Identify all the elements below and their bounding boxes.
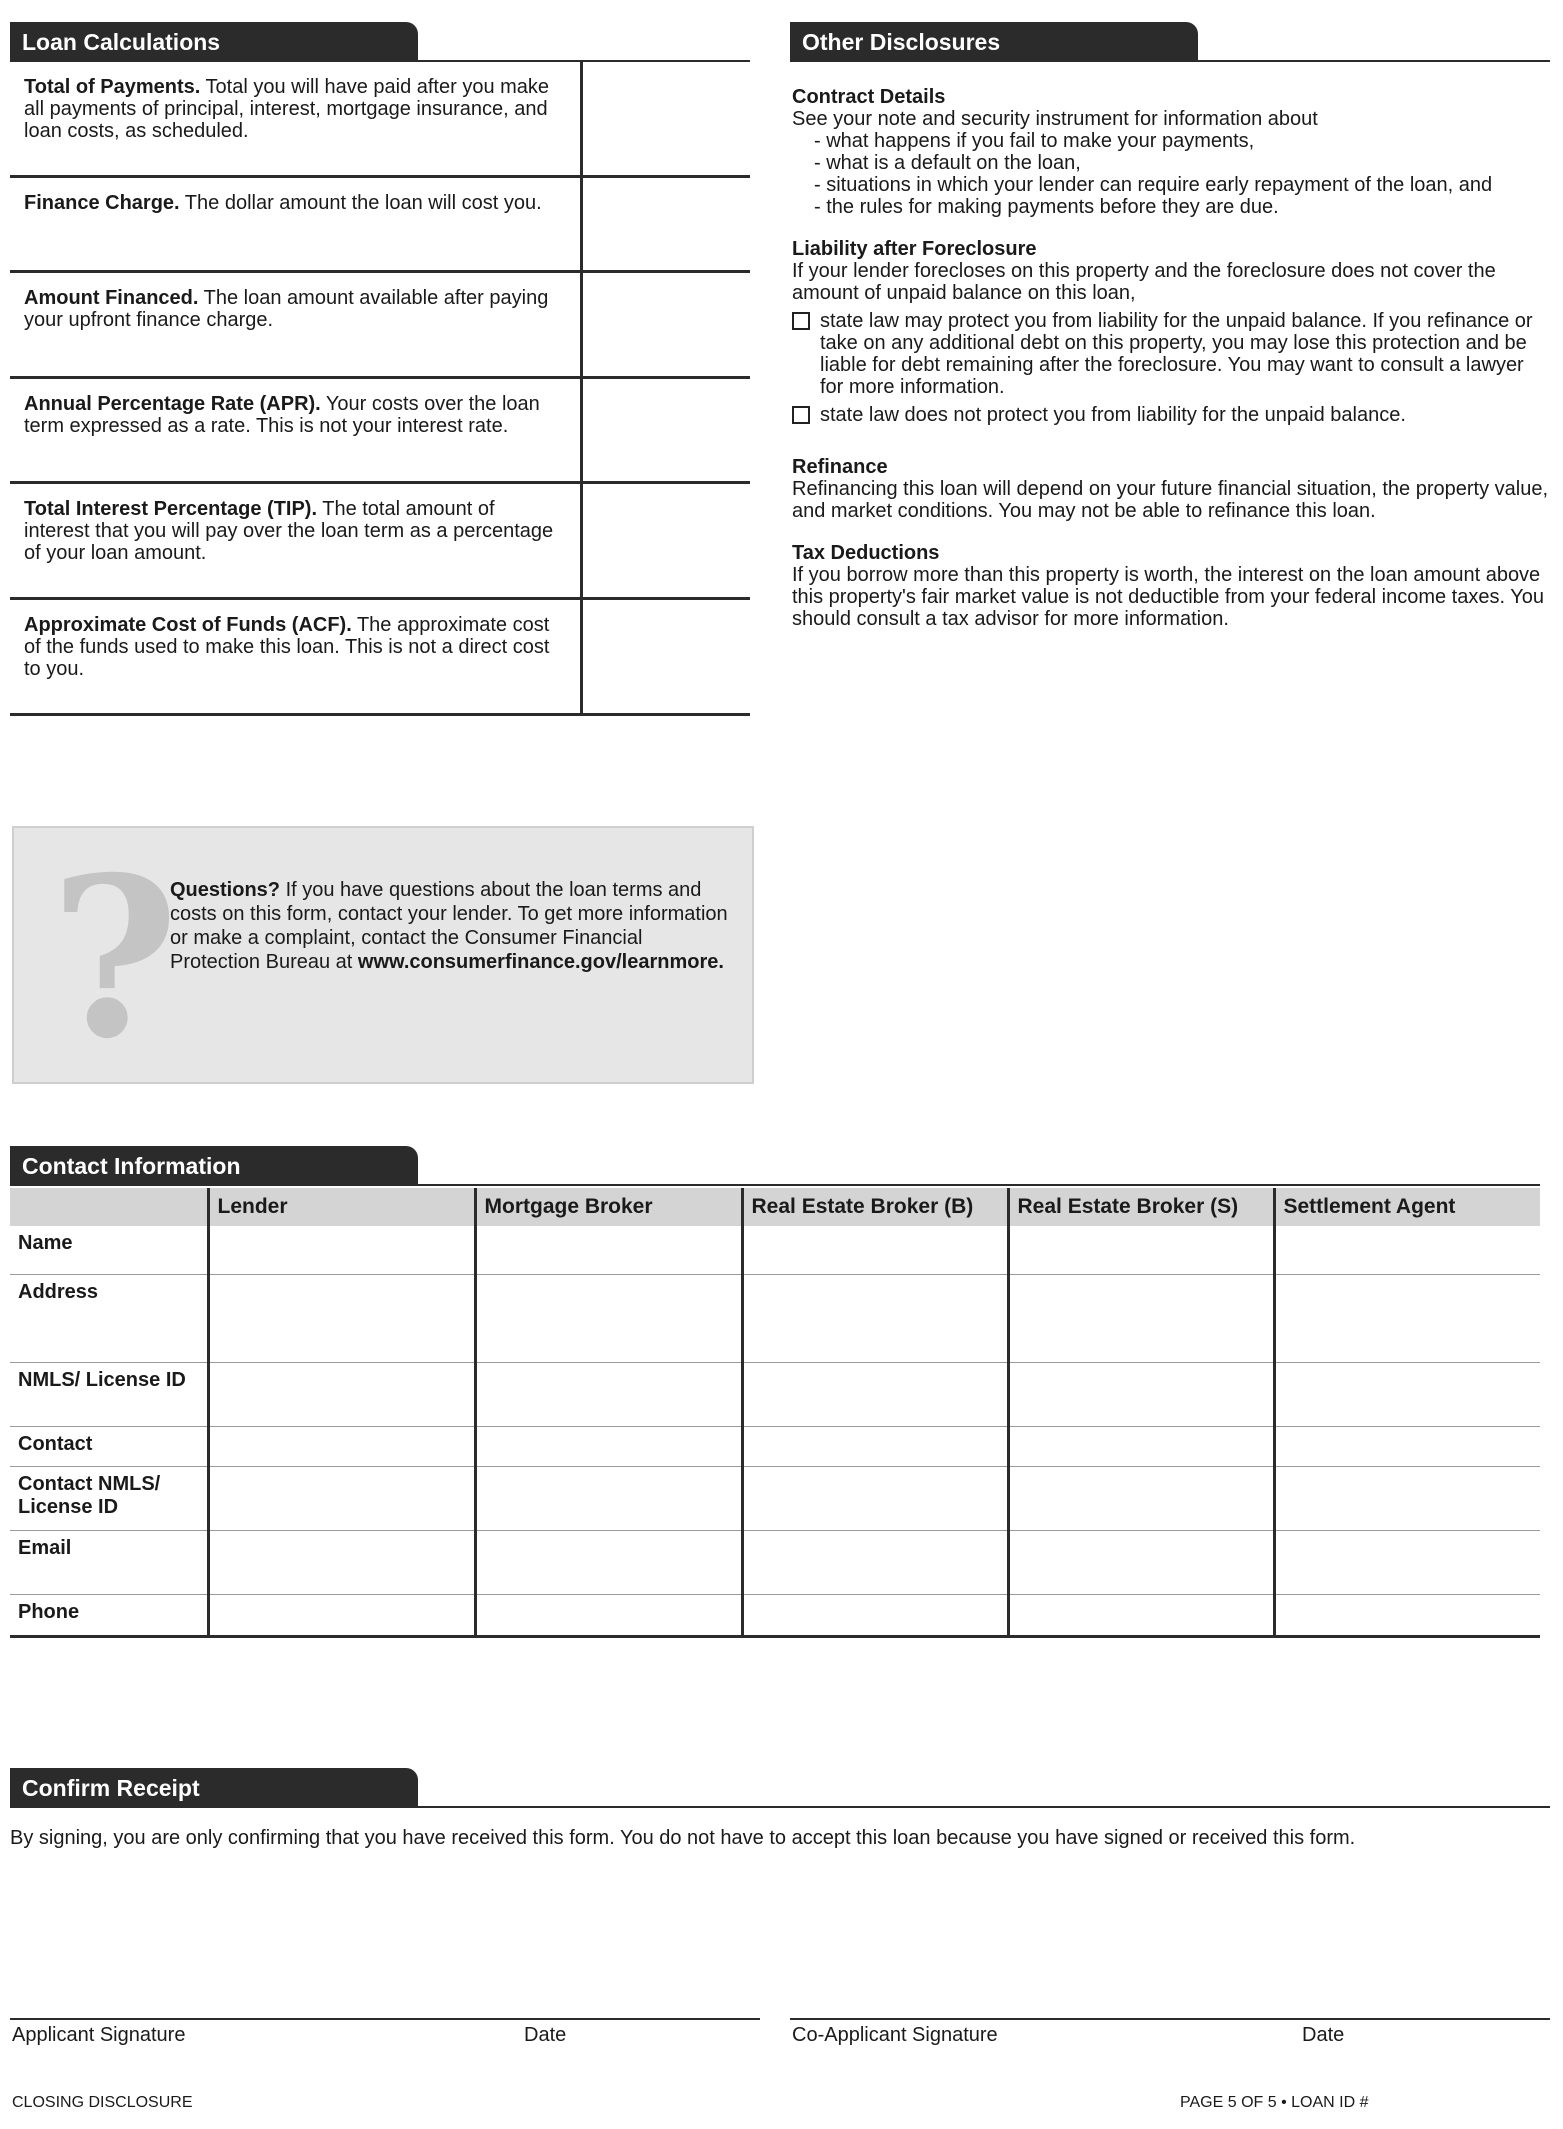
table-cell[interactable] — [475, 1466, 742, 1530]
divider — [10, 1184, 1540, 1186]
lc-row-finance-charge — [10, 178, 750, 273]
refinance-title: Refinance — [792, 456, 888, 478]
tax-deductions-title: Tax Deductions — [792, 542, 940, 564]
co-applicant-date-label: Date — [1302, 2024, 1345, 2046]
contract-details-list — [792, 130, 1552, 218]
liability-option-protect-text: state law may protect you from liability for the unpaid balance. If you refinance or take on any additional debt on this property, you may lose this protection and be liable for debt remaining after the foreclosure. You may want to consult a lawyer for more information. — [820, 310, 1533, 398]
lc-description: The dollar amount the loan will cost you. — [179, 192, 542, 214]
questions-lead: Questions? — [170, 879, 281, 901]
table-cell[interactable] — [742, 1530, 1008, 1594]
lc-label: Amount Financed. — [24, 287, 199, 309]
co-applicant-signature-label: Co-Applicant Signature — [792, 2024, 998, 2046]
table-cell[interactable] — [1274, 1274, 1540, 1362]
lc-description: The approximate cost of the funds used to make this loan. This is not a direct cost to you. — [24, 614, 550, 680]
lc-description: The loan amount available after paying your upfront finance charge. — [24, 287, 549, 331]
loan-calculations-table — [10, 62, 750, 716]
table-cell[interactable] — [1008, 1362, 1274, 1426]
column-header-lender: Lender — [208, 1188, 475, 1226]
questions-body: If you have questions about the loan terms and costs on this form, contact your lender. To get more information or make a complaint, contact the Consumer Financial Protection Bureau at — [170, 879, 728, 973]
lc-description: Total you will have paid after you make all payments of principal, interest, mortgage insurance, and loan costs, as scheduled. — [24, 76, 550, 142]
table-cell[interactable] — [1008, 1226, 1274, 1274]
table-cell[interactable] — [475, 1426, 742, 1466]
table-cell[interactable] — [1274, 1530, 1540, 1594]
column-header-re-broker-b: Real Estate Broker (B) — [742, 1188, 1008, 1226]
tax-deductions-text: If you borrow more than this property is worth, the interest on the loan amount above this property's fair market value is not deductible from your federal income taxes. You should consult a tax advisor for more information. — [792, 564, 1544, 630]
table-cell[interactable] — [475, 1594, 742, 1636]
applicant-date-label: Date — [524, 2024, 567, 2046]
table-row — [10, 1466, 1540, 1530]
list-item: - situations in which your lender can require early repayment of the loan, and — [814, 174, 1552, 196]
table-row — [10, 1426, 1540, 1466]
table-row — [10, 1530, 1540, 1594]
table-cell[interactable] — [742, 1426, 1008, 1466]
liability-title: Liability after Foreclosure — [792, 238, 1037, 260]
row-label-name: Name — [10, 1226, 208, 1274]
divider — [10, 1806, 1550, 1808]
lc-description: The total amount of interest that you will pay over the loan term as a percentage of your loan amount. — [24, 498, 554, 564]
table-cell[interactable] — [1008, 1530, 1274, 1594]
lc-value-cell[interactable] — [580, 178, 750, 270]
refinance-text: Refinancing this loan will depend on your future financial situation, the property value, and market conditions. You may not be able to refinance this loan. — [792, 478, 1549, 522]
table-cell[interactable] — [742, 1466, 1008, 1530]
table-cell[interactable] — [1008, 1274, 1274, 1362]
lc-label: Finance Charge. — [24, 192, 180, 214]
liability-option-not-protect — [792, 404, 1552, 426]
lc-row-amount-financed — [10, 273, 750, 379]
lc-value-cell[interactable] — [580, 600, 750, 713]
table-cell[interactable] — [475, 1362, 742, 1426]
lc-label: Annual Percentage Rate (APR). — [24, 393, 321, 415]
row-label-phone: Phone — [10, 1594, 208, 1636]
table-row — [10, 1362, 1540, 1426]
loan-calculations-header: Loan Calculations — [10, 22, 418, 62]
lc-description: Your costs over the loan term expressed as a rate. This is not your interest rate. — [24, 393, 540, 437]
other-disclosures — [792, 86, 1552, 630]
liability-option-protect — [792, 310, 1552, 398]
row-label-contact-nmls: Contact NMLS/ License ID — [10, 1466, 208, 1530]
table-cell[interactable] — [208, 1226, 475, 1274]
contact-table-header-row — [10, 1188, 1540, 1226]
question-mark-icon: ? — [50, 828, 179, 1087]
lc-row-apr — [10, 379, 750, 484]
lc-label: Total of Payments. — [24, 76, 201, 98]
divider — [790, 60, 1550, 62]
table-cell[interactable] — [208, 1362, 475, 1426]
column-header-settlement-agent: Settlement Agent — [1274, 1188, 1540, 1226]
row-label-email: Email — [10, 1530, 208, 1594]
column-header-re-broker-s: Real Estate Broker (S) — [1008, 1188, 1274, 1226]
table-cell[interactable] — [742, 1362, 1008, 1426]
lc-row-total-of-payments — [10, 62, 750, 178]
lc-row-tip — [10, 484, 750, 600]
table-row — [10, 1274, 1540, 1362]
questions-text — [170, 878, 730, 974]
column-header-mortgage-broker: Mortgage Broker — [475, 1188, 742, 1226]
lc-value-cell[interactable] — [580, 484, 750, 597]
lc-label: Total Interest Percentage (TIP). — [24, 498, 318, 520]
contract-details-intro: See your note and security instrument for information about — [792, 108, 1318, 130]
liability-intro: If your lender forecloses on this property and the foreclosure does not cover the amount of unpaid balance on this loan, — [792, 260, 1496, 304]
table-cell[interactable] — [208, 1466, 475, 1530]
row-label-nmls: NMLS/ License ID — [10, 1362, 208, 1426]
table-cell[interactable] — [208, 1426, 475, 1466]
footer-page-number: PAGE 5 OF 5 • LOAN ID # — [1180, 2094, 1369, 2111]
contact-table — [10, 1188, 1540, 1638]
column-header — [10, 1188, 208, 1226]
table-cell[interactable] — [475, 1530, 742, 1594]
row-label-contact: Contact — [10, 1426, 208, 1466]
confirm-receipt-text: By signing, you are only confirming that you have received this form. You do not have to accept this loan because you have signed or received this form. — [10, 1827, 1356, 1849]
applicant-signature-label: Applicant Signature — [12, 2024, 186, 2046]
table-cell[interactable] — [1274, 1226, 1540, 1274]
table-cell[interactable] — [1274, 1426, 1540, 1466]
table-cell[interactable] — [742, 1594, 1008, 1636]
lc-value-cell[interactable] — [580, 62, 750, 175]
other-disclosures-header: Other Disclosures — [790, 22, 1198, 62]
liability-option-not-protect-text: state law does not protect you from liability for the unpaid balance. — [820, 404, 1406, 426]
table-cell[interactable] — [742, 1274, 1008, 1362]
row-label-address: Address — [10, 1274, 208, 1362]
table-cell[interactable] — [475, 1274, 742, 1362]
lc-value-cell[interactable] — [580, 379, 750, 481]
table-cell[interactable] — [208, 1274, 475, 1362]
table-cell[interactable] — [475, 1226, 742, 1274]
table-cell[interactable] — [208, 1594, 475, 1636]
contract-details-title: Contract Details — [792, 86, 946, 108]
applicant-signature-line[interactable] — [10, 2018, 760, 2020]
table-cell[interactable] — [1274, 1594, 1540, 1636]
table-row — [10, 1594, 1540, 1636]
checkbox[interactable] — [792, 406, 810, 424]
checkbox[interactable] — [792, 312, 810, 330]
footer-title: CLOSING DISCLOSURE — [12, 2094, 193, 2111]
table-cell[interactable] — [208, 1530, 475, 1594]
list-item: - what is a default on the loan, — [814, 152, 1552, 174]
table-row — [10, 1226, 1540, 1274]
lc-row-acf — [10, 600, 750, 716]
table-cell[interactable] — [1274, 1362, 1540, 1426]
list-item: - what happens if you fail to make your payments, — [814, 130, 1552, 152]
questions-box — [12, 826, 754, 1087]
lc-label: Approximate Cost of Funds (ACF). — [24, 614, 352, 636]
contact-information-header: Contact Information — [10, 1146, 418, 1186]
table-cell[interactable] — [1008, 1594, 1274, 1636]
list-item: - the rules for making payments before they are due. — [814, 196, 1552, 218]
table-cell[interactable] — [1008, 1466, 1274, 1530]
co-applicant-signature-line[interactable] — [790, 2018, 1550, 2020]
table-cell[interactable] — [1274, 1466, 1540, 1530]
table-cell[interactable] — [1008, 1426, 1274, 1466]
confirm-receipt-header: Confirm Receipt — [10, 1768, 418, 1808]
cfpb-link[interactable]: www.consumerfinance.gov/learnmore. — [357, 951, 724, 973]
lc-value-cell[interactable] — [580, 273, 750, 376]
table-cell[interactable] — [742, 1226, 1008, 1274]
